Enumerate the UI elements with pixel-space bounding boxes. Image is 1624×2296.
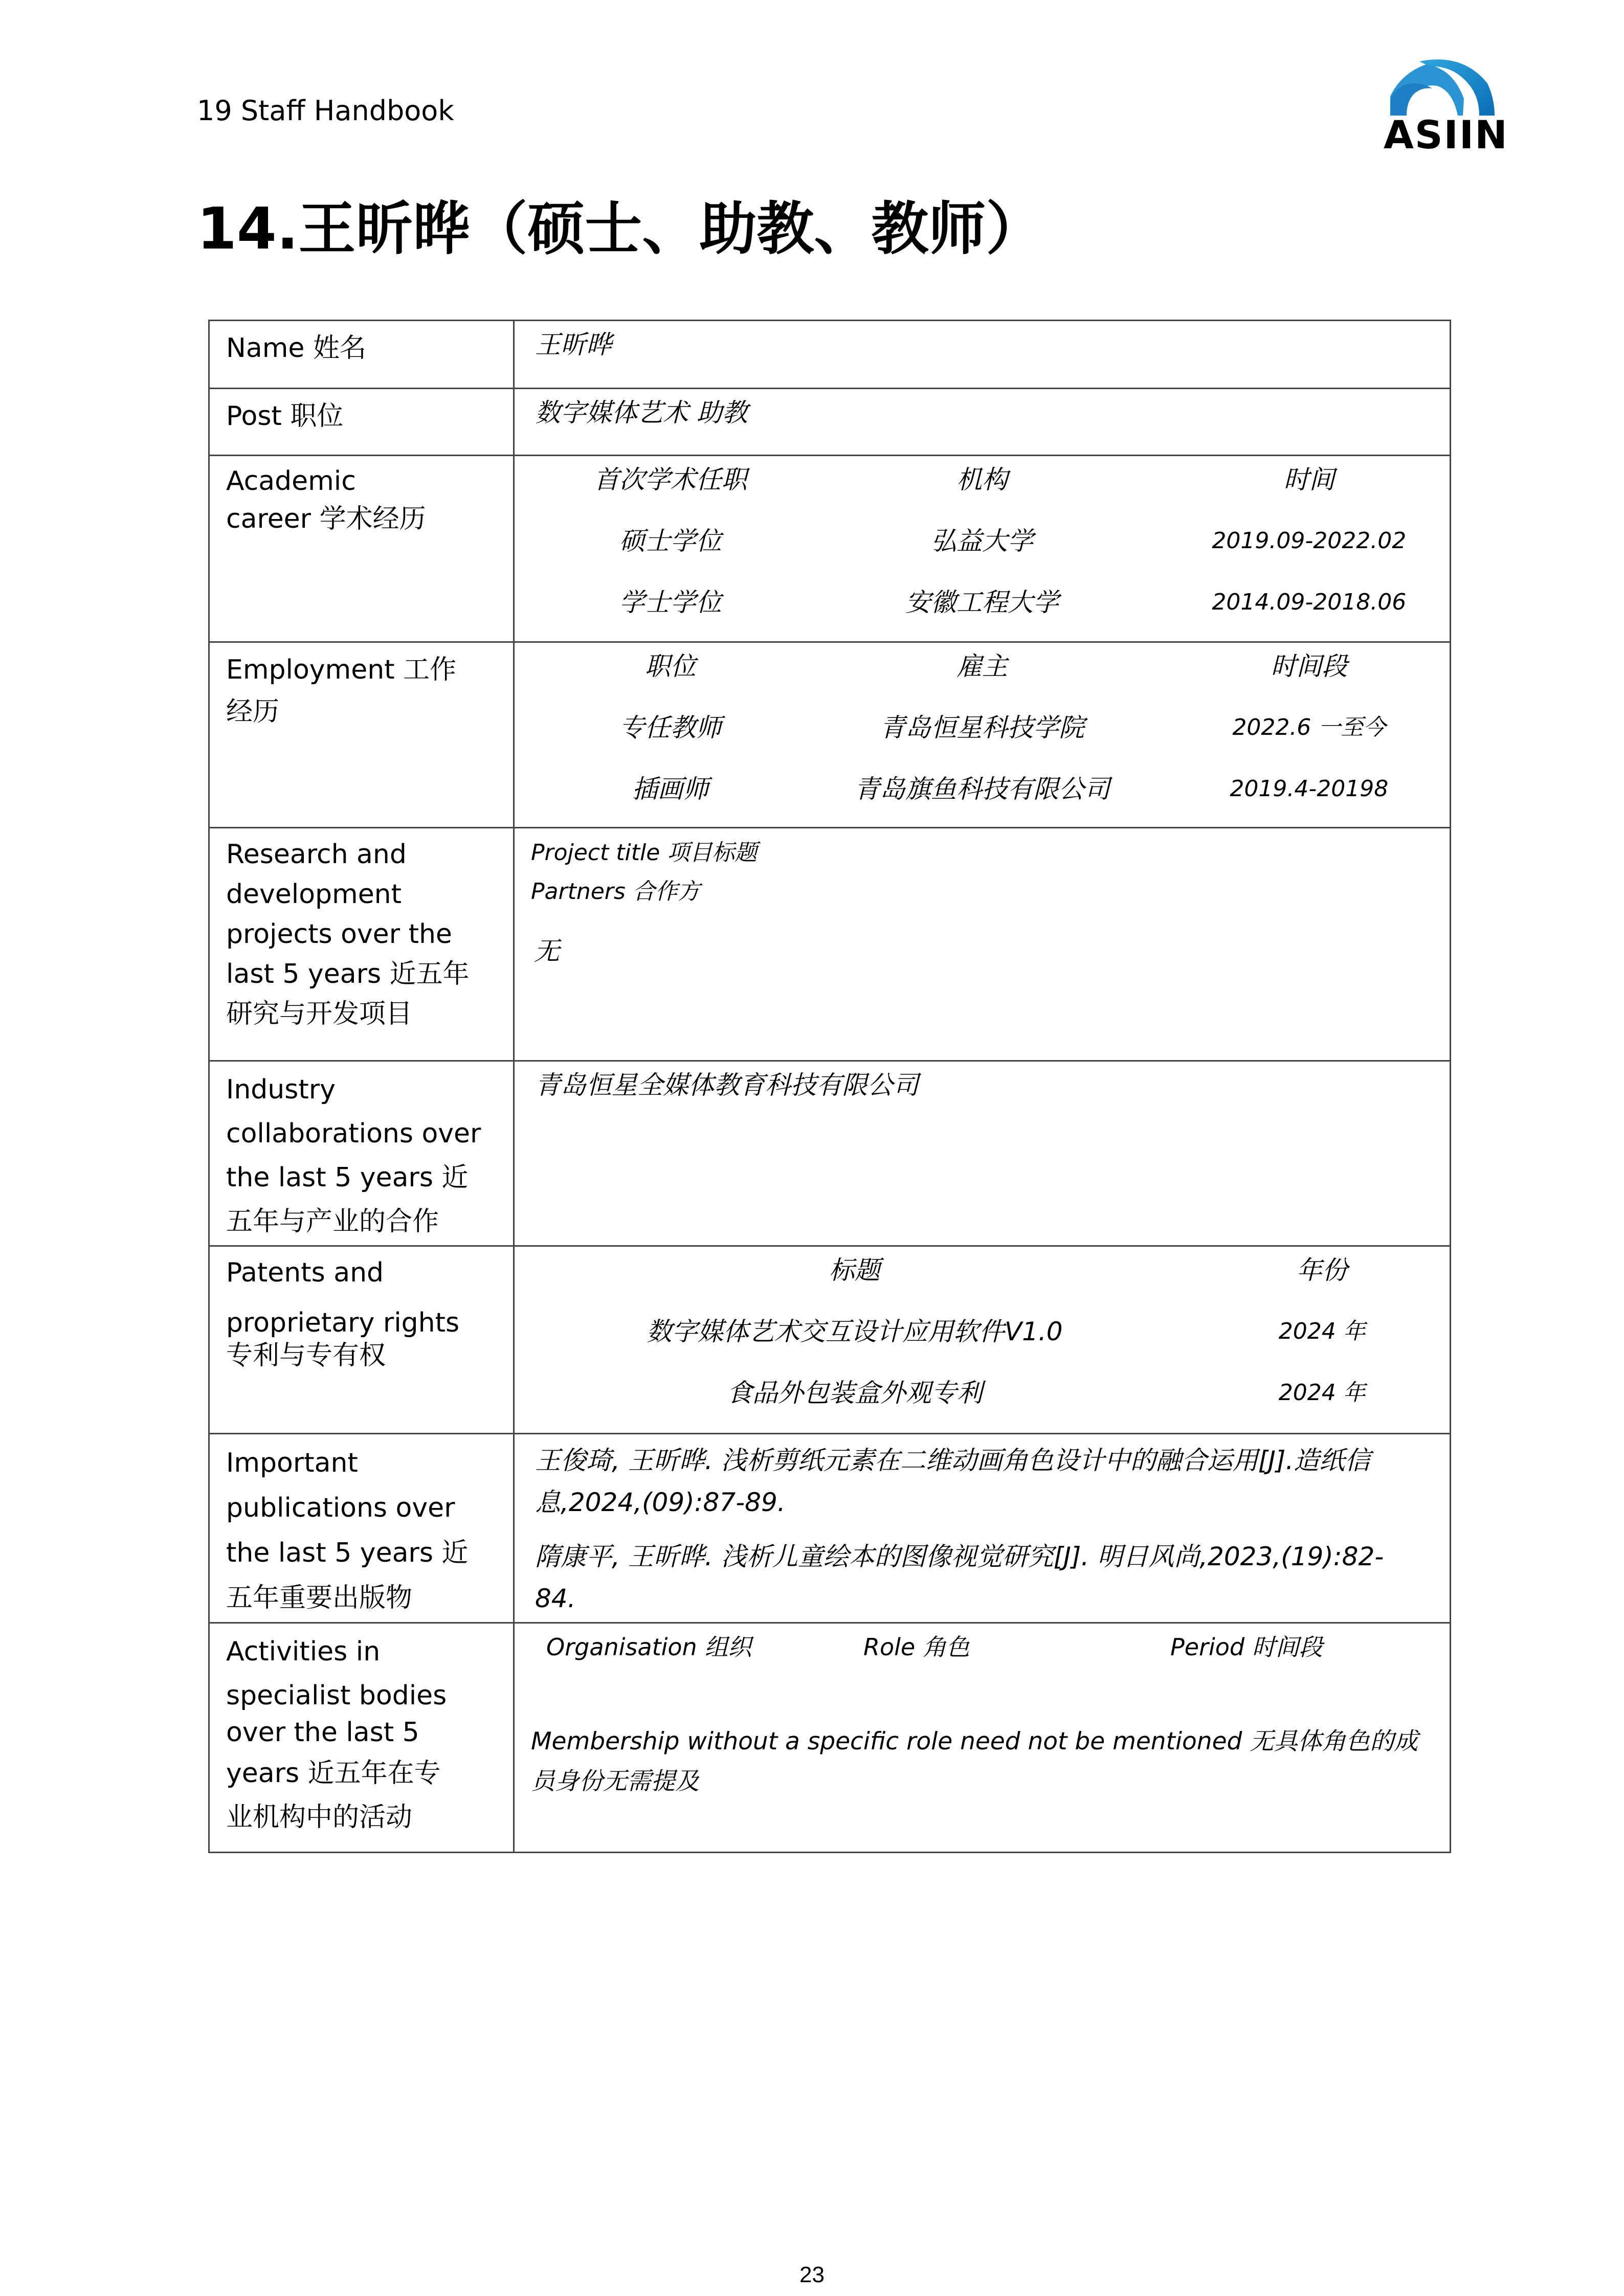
- row-publications: [209, 1434, 1451, 1623]
- activities-note: Membership without a specific role need not be mentioned 无具体角色的成员身份无需提及: [531, 1727, 1418, 1795]
- asiin-logo: [1381, 55, 1508, 157]
- row-activities: [209, 1623, 1451, 1853]
- cell-institution: 安徽工程大学: [905, 588, 1059, 617]
- cell-degree: 学士学位: [619, 588, 722, 617]
- label-line: years 近五年在专: [226, 1758, 441, 1789]
- page-number: 23: [799, 2262, 825, 2287]
- label-line: last 5 years 近五年: [226, 959, 470, 989]
- label-line: the last 5 years 近: [226, 1538, 469, 1568]
- header-period: Period 时间段: [1170, 1633, 1323, 1661]
- label-employment: [209, 642, 514, 828]
- row-name: [209, 321, 1451, 389]
- label-line: 专利与专有权: [226, 1340, 386, 1371]
- label-line: Academic: [226, 466, 356, 497]
- label-patents: [209, 1246, 514, 1434]
- cell-period: 2022.6 一至今: [1232, 714, 1386, 740]
- label-line: Research and: [226, 839, 407, 870]
- employment-values: [514, 642, 1451, 828]
- value-post: 数字媒体艺术 助教: [514, 389, 1451, 456]
- project-title-label: Project title 项目标题: [531, 840, 758, 866]
- header-position: 职位: [644, 651, 696, 681]
- label-line: Industry: [226, 1074, 336, 1105]
- publications-values: [514, 1434, 1451, 1623]
- cell-employer: 青岛旗鱼科技有限公司: [854, 774, 1110, 804]
- row-academic-career: [209, 456, 1451, 642]
- publication-item: 隋康平, 王昕晔. 浅析儿童绘本的图像视觉研究[J]. 明日风尚,2023,(19):82-84.: [535, 1542, 1384, 1613]
- cell-position: 专任教师: [619, 713, 722, 742]
- partners-label: Partners 合作方: [531, 879, 700, 905]
- header-patent-title: 标题: [829, 1255, 880, 1285]
- cell-period: 2019.4-20198: [1230, 776, 1389, 802]
- label-line: projects over the: [226, 919, 452, 950]
- cell-position: 插画师: [632, 774, 709, 804]
- row-research-projects: [209, 828, 1451, 1061]
- label-line: proprietary rights: [226, 1308, 460, 1338]
- cell-patent-year: 2024 年: [1278, 1380, 1366, 1406]
- academic-career-values: [514, 456, 1451, 642]
- handbook-title: 19 Staff Handbook: [197, 95, 454, 127]
- label-industry-collaborations: [209, 1061, 514, 1246]
- label-activities: [209, 1623, 514, 1853]
- label-line: Activities in: [226, 1636, 381, 1667]
- cell-degree: 硕士学位: [619, 526, 722, 556]
- page-heading: 14.王昕晔（硕士、助教、教师）: [197, 196, 1043, 262]
- label-line: Important: [226, 1448, 358, 1478]
- label-publications: [209, 1434, 514, 1623]
- staff-profile-table: [208, 320, 1451, 1853]
- label-line: 研究与开发项目: [226, 999, 413, 1029]
- label-line: Patents and: [226, 1257, 384, 1288]
- value-name: 王昕晔: [514, 321, 1451, 389]
- cell-institution: 弘益大学: [930, 526, 1033, 556]
- cell-patent-title: 数字媒体艺术交互设计应用软件V1.0: [646, 1317, 1063, 1346]
- header-time: 时间: [1283, 465, 1335, 494]
- label-line: publications over: [226, 1493, 455, 1523]
- label-line: over the last 5: [226, 1717, 419, 1748]
- arch-logo-icon: [1381, 55, 1496, 117]
- label-line: the last 5 years 近: [226, 1162, 469, 1193]
- row-industry-collaborations: [209, 1061, 1451, 1246]
- header-role: Role 角色: [863, 1633, 970, 1661]
- row-patents: [209, 1246, 1451, 1434]
- activities-values: [514, 1623, 1451, 1853]
- label-line: 经历: [226, 696, 280, 727]
- label-name: Name 姓名: [209, 321, 514, 389]
- label-line: 五年与产业的合作: [226, 1206, 439, 1237]
- label-line: 业机构中的活动: [226, 1802, 413, 1833]
- publication-item: 王俊琦, 王昕晔. 浅析剪纸元素在二维动画角色设计中的融合运用[J].造纸信息,2024,(09):87-89.: [535, 1446, 1371, 1517]
- label-line: collaborations over: [226, 1118, 481, 1149]
- logo-text: ASIIN: [1384, 112, 1508, 157]
- patents-values: [514, 1246, 1451, 1434]
- industry-value: 青岛恒星全媒体教育科技有限公司: [514, 1061, 1451, 1246]
- label-line: Employment 工作: [226, 655, 457, 685]
- cell-patent-year: 2024 年: [1278, 1318, 1366, 1344]
- row-post: [209, 389, 1451, 456]
- cell-time: 2014.09-2018.06: [1212, 589, 1407, 615]
- header-period: 时间段: [1271, 651, 1348, 681]
- cell-time: 2019.09-2022.02: [1212, 528, 1407, 554]
- label-line: career 学术经历: [226, 504, 426, 534]
- cell-patent-title: 食品外包装盒外观专利: [726, 1378, 983, 1408]
- row-employment: [209, 642, 1451, 828]
- label-research-projects: [209, 828, 514, 1061]
- header-first-position: 首次学术任职: [593, 465, 747, 494]
- header-patent-year: 年份: [1296, 1255, 1348, 1285]
- label-line: development: [226, 879, 402, 910]
- label-line: specialist bodies: [226, 1680, 447, 1711]
- cell-employer: 青岛恒星科技学院: [879, 713, 1084, 742]
- research-value: 无: [534, 936, 560, 966]
- research-projects-values: [514, 828, 1451, 1061]
- header-organisation: Organisation 组织: [546, 1633, 752, 1661]
- header-employer: 雇主: [956, 651, 1008, 681]
- label-post: Post 职位: [209, 389, 514, 456]
- label-line: 五年重要出版物: [226, 1583, 413, 1613]
- header-institution: 机构: [956, 465, 1008, 494]
- label-academic-career: [209, 456, 514, 642]
